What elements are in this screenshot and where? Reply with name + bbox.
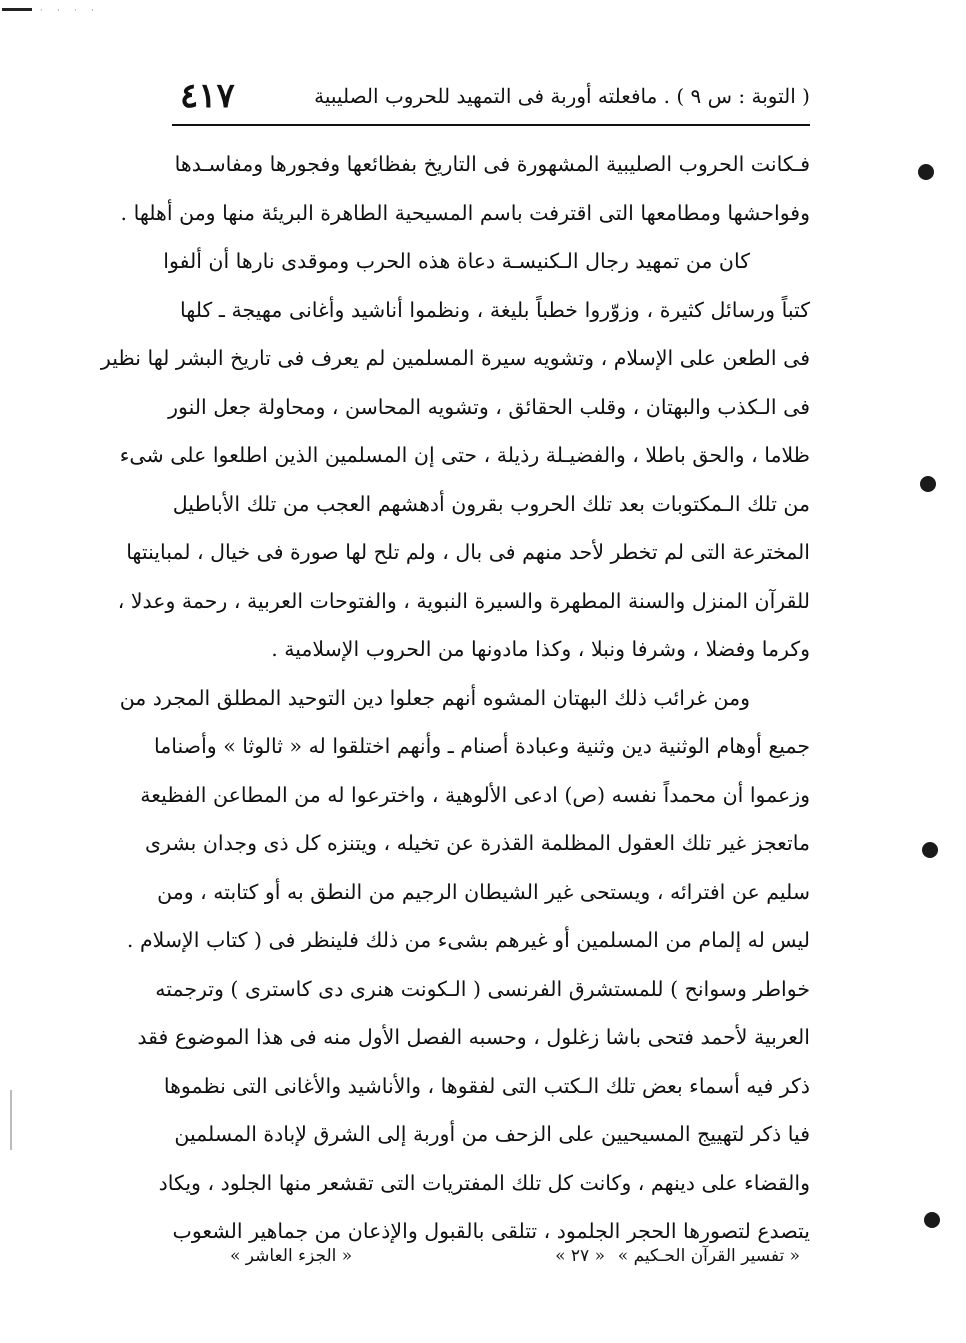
text-line: خواطر وسوانح ) للمستشرق الفرنسى ( الـكونت هنرى دى كاسترى ) وترجمته xyxy=(155,976,810,1001)
text-line: كتباً ورسائل كثيرة ، وزوّروا خطباً بليغة ، ونظموا أناشيد وأغانى مهيجة ـ كلها xyxy=(180,297,810,322)
text-line: وفواحشها ومطامعها التى اقترفت باسم المسيحية الطاهرة البريئة منها ومن أهلها . xyxy=(120,200,810,225)
text-line: كان من تمهيد رجال الـكنيسـة دعاة هذه الحرب وموقدى نارها أن ألفوا xyxy=(163,249,750,273)
scan-artifact xyxy=(2,8,32,11)
text-line: يتصدع لتصورها الحجر الجلمود ، تتلقى بالقبول والإذعان من جماهير الشعوب xyxy=(172,1219,810,1243)
page-number: ٤١٧ xyxy=(180,76,235,116)
text-line: ليس له إلمام من المسلمين أو غيرهم بشىء من ذلك فلينظر فى ( كتاب الإسلام . xyxy=(126,928,810,952)
text-line: ماتعجز غير تلك العقول المظلمة القذرة عن تخيله ، ويتنزه كل ذى وجدان بشرى xyxy=(145,831,810,855)
text-line: العربية لأحمد فتحى باشا زغلول ، وحسبه الفصل الأول منه فى هذا الموضوع فقد xyxy=(137,1025,810,1049)
text-line: ظلاما ، والحق باطلا ، والفضيـلة رذيلة ، حتى إن المسلمين الذين اطلعوا على شىء xyxy=(119,443,810,467)
text-line: فيا ذكر لتهييج المسيحيين على الزحف من أوربة إلى الشرق لإبادة المسلمين xyxy=(174,1122,810,1146)
text-line: للقرآن المنزل والسنة المطهرة والسيرة النبوية ، والفتوحات العربية ، رحمة وعدلا ، xyxy=(117,588,810,613)
text-line: فـكانت الحروب الصليبية المشهورة فى التاريخ بفظائعها وفجورها ومفاسـدها xyxy=(174,152,810,176)
text-line: جميع أوهام الوثنية دين وثنية وعبادة أصنام ـ وأنهم اختلقوا له « ثالوثا » وأصناما xyxy=(154,734,810,758)
text-line: ذكر فيه أسماء بعض تلك الـكتب التى لفقوها ، والأناشيد والأغانى التى نظموها xyxy=(163,1073,810,1098)
text-line: فى الطعن على الإسلام ، وتشويه سيرة المسلمين لم يعرف فى تاريخ البشر لها نظير xyxy=(100,346,810,370)
scan-edge-line xyxy=(10,1090,12,1150)
body-text xyxy=(100,140,810,1256)
punch-hole-mark xyxy=(918,164,934,180)
footer-book-title: « تفسير القرآن الحـكيم » xyxy=(617,1246,800,1266)
text-line: وكرما وفضلا ، وشرفا ونبلا ، وكذا مادونها من الحروب الإسلامية . xyxy=(271,637,810,661)
running-footer xyxy=(230,1240,800,1270)
header-divider xyxy=(172,124,810,126)
text-line: ومن غرائب ذلك البهتان المشوه أنهم جعلوا دين التوحيد المطلق المجرد من xyxy=(119,685,750,710)
footer-part: « الجزء العاشر » xyxy=(230,1246,353,1266)
text-line: من تلك الـمكتوبات بعد تلك الحروب بقرون أدهشهم العجب من تلك الأباطيل xyxy=(172,491,810,516)
text-line: والقضاء على دينهم ، وكانت كل تلك المفتريات التى تقشعر منها الجلود ، ويكاد xyxy=(158,1170,810,1195)
header-title: ( التوبة : س ٩ ) . مافعلته أوربة فى التمهيد للحروب الصليبية xyxy=(314,84,810,108)
text-line: وزعموا أن محمداً نفسه (ص) ادعى الألوهية ، واخترعوا له من المطاعن الفظيعة xyxy=(140,782,810,807)
text-line: فى الـكذب والبهتان ، وقلب الحقائق ، وتشويه المحاسن ، ومحاولة جعل النور xyxy=(168,394,810,419)
text-line: المخترعة التى لم تخطر لأحد منهم فى بال ، ولم تلح لها صورة فى خيال ، لمباينتها xyxy=(126,540,810,564)
punch-hole-mark xyxy=(920,476,936,492)
punch-hole-mark xyxy=(924,1212,940,1228)
running-header xyxy=(170,78,810,122)
footer-number: « ٢٧ » xyxy=(555,1246,605,1266)
scan-artifact-dots: · · · · xyxy=(40,6,100,15)
text-line: سليم عن افترائه ، ويستحى غير الشيطان الرجيم من النطق به أو كتابته ، ومن xyxy=(157,879,810,904)
punch-hole-mark xyxy=(922,842,938,858)
